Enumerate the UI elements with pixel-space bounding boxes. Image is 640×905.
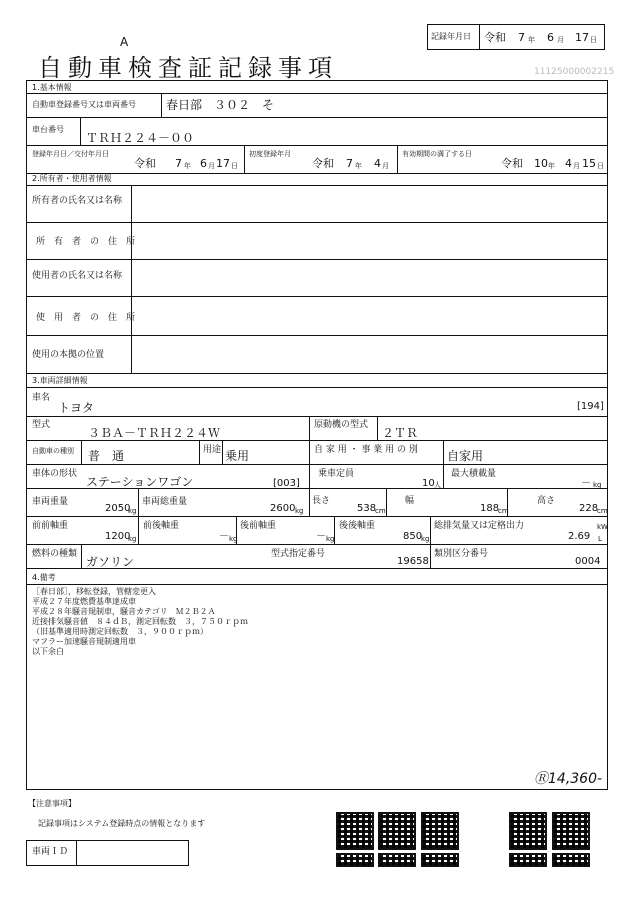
- expiry-year: 10: [534, 157, 548, 170]
- remarks-line: 近接排気騒音値 ８４ｄＢ，測定回転数 ３，７５０ｒｐｍ: [32, 617, 248, 626]
- displacement-label: 総排気量又は定格出力: [434, 521, 525, 531]
- ff-axle-value: 1200: [105, 531, 131, 542]
- remarks-line: 平成２８年騒音規制車，騒音カテゴリ Ｍ２Ｂ２Ａ: [32, 607, 216, 616]
- length-value: 538: [357, 503, 377, 514]
- engine-value: ２ＴＲ: [382, 426, 419, 440]
- user-name-label: 使用者の氏名又は名称: [32, 271, 123, 281]
- plate-value: 春日部 ３０２ そ: [166, 98, 275, 112]
- ff-axle-label: 前前軸重: [32, 521, 69, 531]
- first-reg-month-unit: 月: [382, 162, 389, 170]
- engine-label: 原動機の型式: [314, 420, 369, 430]
- rr-axle-label: 後後軸重: [339, 521, 376, 531]
- use-value: 乗用: [225, 449, 250, 463]
- ff-axle-unit: kg: [128, 535, 137, 543]
- model-label: 型式: [32, 420, 51, 430]
- section3-title: 3.車両詳細情報: [32, 376, 88, 385]
- record-date-day: 17: [575, 31, 589, 44]
- rf-axle-unit: kg: [326, 535, 335, 543]
- use-label: 用途: [203, 445, 222, 455]
- gross-unit: kg: [295, 507, 304, 515]
- kind-label: 自動車の種別: [32, 447, 74, 455]
- gross-label: 車両総重量: [142, 497, 188, 507]
- qr-code-icon: [509, 812, 547, 850]
- chassis-value: ＴＲＨ２２４－００: [86, 131, 195, 145]
- first-reg-year-unit: 年: [355, 162, 362, 170]
- expiry-era: 令和: [501, 157, 523, 170]
- business-value: 自家用: [447, 449, 484, 463]
- body-code: [003]: [273, 478, 300, 489]
- qr-code-icon: [378, 853, 416, 867]
- vehicle-id-label: 車両ＩＤ: [32, 847, 69, 857]
- designation-label: 型式指定番号: [271, 549, 326, 559]
- fr-axle-value: －: [219, 531, 229, 542]
- weight-label: 車両重量: [32, 497, 69, 507]
- remarks-line: ［春日部］，移転登録，管轄変更入: [32, 587, 156, 596]
- model-value: ３ＢＡ－ＴＲＨ２２４Ｗ: [88, 426, 221, 440]
- faint-code: 11125000002215: [534, 67, 615, 77]
- document-mark: A: [120, 35, 129, 49]
- expiry-day-unit: 日: [597, 162, 604, 170]
- section4-title: 4.備考: [32, 573, 56, 582]
- weight-value: 2050: [105, 503, 131, 514]
- user-address-label: 使 用 者 の 住 所: [36, 313, 136, 323]
- reg-date-era: 令和: [134, 157, 156, 170]
- remarks-line: マフラー加速騒音規制適用車: [32, 637, 136, 646]
- plate-label: 自動車登録番号又は車両番号: [32, 100, 136, 109]
- section2-title: 2.所有者・使用者情報: [32, 174, 112, 183]
- section1-title: 1.基本情報: [32, 83, 72, 92]
- record-date-month-unit: 月: [557, 36, 564, 44]
- capacity-label: 乗車定員: [318, 469, 355, 479]
- qr-code-icon: [336, 812, 374, 850]
- notice-text: 記録事項はシステム登録時点の情報となります: [38, 819, 206, 828]
- length-unit: cm: [375, 507, 386, 515]
- expiry-day: 15: [582, 157, 596, 170]
- qr-code-icon: [552, 812, 590, 850]
- max-load-label: 最大積載量: [451, 469, 497, 479]
- rr-axle-value: 850: [403, 531, 423, 542]
- displacement-unit-kw: kW: [597, 523, 608, 531]
- reg-date-label: 登録年月日／交付年月日: [32, 150, 109, 158]
- rr-axle-unit: kg: [421, 535, 430, 543]
- reg-date-day: 17: [216, 157, 230, 170]
- reg-date-year-unit: 年: [184, 162, 191, 170]
- qr-code-icon: [509, 853, 547, 867]
- width-unit: cm: [498, 507, 509, 515]
- designation-value: 19658: [397, 556, 429, 567]
- qr-code-icon: [421, 812, 459, 850]
- first-reg-label: 初度登録年月: [249, 150, 291, 158]
- first-reg-year: 7: [346, 157, 353, 170]
- width-value: 188: [480, 503, 500, 514]
- fuel-label: 燃料の種類: [32, 549, 78, 559]
- owner-name-label: 所有者の氏名又は名称: [32, 196, 123, 206]
- remarks-line: 以下余白: [32, 647, 64, 656]
- height-unit: cm: [597, 507, 608, 515]
- first-reg-era: 令和: [312, 157, 334, 170]
- record-date-year-unit: 年: [528, 36, 535, 44]
- record-date-month: 6: [547, 31, 554, 44]
- length-label: 長さ: [312, 496, 331, 506]
- notice-title: 【注意事項】: [28, 799, 76, 808]
- qr-code-icon: [336, 853, 374, 867]
- capacity-value: 10: [422, 478, 435, 489]
- fuel-value: ガソリン: [86, 555, 135, 569]
- maker-code: [194]: [577, 401, 604, 412]
- remarks-line: 平成２７年度燃費基準達成車: [32, 597, 136, 606]
- document-title: 自動車検査証記録事項: [38, 54, 338, 82]
- first-reg-month: 4: [374, 157, 381, 170]
- record-date-day-unit: 日: [590, 36, 597, 44]
- record-date-year: 7: [518, 31, 525, 44]
- category-label: 類別区分番号: [434, 549, 489, 559]
- max-load-value: －: [581, 478, 591, 489]
- expiry-month: 4: [565, 157, 572, 170]
- reg-date-month-unit: 月: [208, 162, 215, 170]
- kind-value: 普 通: [88, 449, 125, 463]
- displacement-value: 2.69: [568, 531, 591, 542]
- reg-date-year: 7: [175, 157, 182, 170]
- displacement-unit-l: L: [598, 535, 602, 543]
- maker-label: 車名: [32, 393, 51, 403]
- reg-date-day-unit: 日: [231, 162, 238, 170]
- base-location-label: 使用の本拠の位置: [32, 350, 105, 360]
- body-label: 車体の形状: [32, 469, 78, 479]
- record-date-era: 令和: [484, 31, 506, 44]
- fr-axle-unit: kg: [229, 535, 238, 543]
- rf-axle-value: －: [316, 531, 326, 542]
- handwritten-note: Ⓡ14,360-: [534, 771, 603, 787]
- expiry-month-unit: 月: [573, 162, 580, 170]
- height-label: 高さ: [537, 496, 556, 506]
- expiry-label: 有効期間の満了する日: [402, 150, 472, 158]
- width-label: 幅: [405, 496, 415, 506]
- max-load-unit: kg: [593, 481, 602, 489]
- height-value: 228: [579, 503, 599, 514]
- qr-code-icon: [378, 812, 416, 850]
- owner-address-label: 所 有 者 の 住 所: [36, 237, 136, 247]
- reg-date-month: 6: [200, 157, 207, 170]
- qr-code-icon: [552, 853, 590, 867]
- body-value: ステーションワゴン: [86, 475, 194, 489]
- record-date-label: 記録年月日: [431, 32, 471, 41]
- business-label: 自 家 用 ・ 事 業 用 の 別: [314, 445, 418, 455]
- rf-axle-label: 後前軸重: [240, 521, 277, 531]
- weight-unit: kg: [128, 507, 137, 515]
- maker-value: トヨタ: [58, 401, 95, 415]
- gross-value: 2600: [270, 503, 296, 514]
- fr-axle-label: 前後軸重: [143, 521, 180, 531]
- remarks-line: （旧基準適用時測定回転数 ３，９００ｒｐｍ）: [32, 627, 208, 636]
- expiry-year-unit: 年: [548, 162, 555, 170]
- chassis-label: 車台番号: [32, 125, 64, 134]
- capacity-unit: 人: [434, 481, 441, 489]
- qr-code-icon: [421, 853, 459, 867]
- category-value: 0004: [575, 556, 601, 567]
